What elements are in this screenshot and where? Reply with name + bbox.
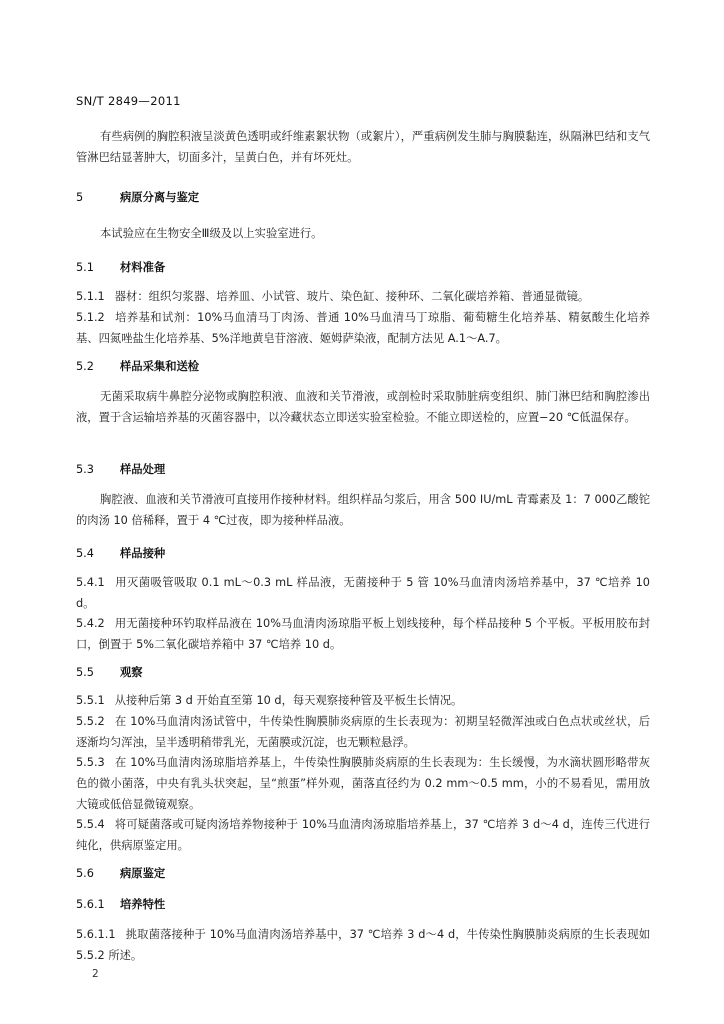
item-5-4-1: 5.4.1 用灭菌吸管吸取 0.1 mL～0.3 mL 样品液，无菌接种于 5 管 10%马血清肉汤培养基中，37 ℃培养 10 d。 — [76, 576, 650, 610]
section-heading-5-6-1: 5.6.1 培养特性 — [76, 898, 166, 911]
lab-safety-paragraph: 本试验应在生物安全Ⅲ级及以上实验室进行。 — [100, 227, 323, 240]
item-5-1-2: 5.1.2 培养基和试剂：10%马血清马丁肉汤、普通 10%马血清马丁琼脂、葡萄糖生化培养基、精氨酸生化培养基、四氮唑盐生化培养基、5%洋地黄皂苷溶液、姬姆萨染液，配制方法见 A.1～A.7。 — [76, 311, 650, 345]
item-5-5-4: 5.5.4 将可疑菌落或可疑肉汤培养物接种于 10%马血清肉汤琼脂培养基上，37 ℃培养 3 d～4 d，连传三代进行纯化，供病原鉴定用。 — [76, 818, 650, 852]
item-5-1-1: 5.1.1 器材：组织匀浆器、培养皿、小试管、玻片、染色缸、接种环、二氧化碳培养箱、普通显微镜。 — [76, 290, 590, 303]
item-5-6-1-1: 5.6.1.1 挑取菌落接种于 10%马血清肉汤培养基中，37 ℃培养 3 d～4 d，牛传染性胸膜肺炎病原的生长表现如 5.5.2 所述。 — [76, 928, 650, 962]
intro-paragraph — [76, 126, 650, 168]
item-5-5-1: 5.5.1 从接种后第 3 d 开始直至第 10 d，每天观察接种管及平板生长情况。 — [76, 694, 463, 707]
item-5-4-2: 5.4.2 用无菌接种环钓取样品液在 10%马血清肉汤琼脂平板上划线接种，每个样品接种 5 个平板。平板用胶布封口，倒置于 5%二氧化碳培养箱中 37 ℃培养 10 d。 — [76, 617, 650, 651]
processing-paragraph: 胸腔液、血液和关节滑液可直接用作接种材料。组织样品匀浆后，用含 500 IU/mL 青霉素及 1：7 000乙酸铊的肉汤 10 倍稀释，置于 4 ℃过夜，即为接种样品液。 — [76, 493, 650, 527]
sampling-paragraph: 无菌采取病牛鼻腔分泌物或胸腔积液、血液和关节滑液，或剖检时采取肺脏病变组织、肺门淋巴结和胸腔渗出液，置于含运输培养基的灭菌容器中，以冷藏状态立即送实验室检验。不能立即送检的，应置−20 ℃低温保存。 — [76, 390, 650, 424]
section-heading-5-2: 5.2 样品采集和送检 — [76, 360, 200, 373]
section-heading-5-1: 5.1 材料准备 — [76, 261, 166, 274]
section-heading-5-4: 5.4 样品接种 — [76, 547, 166, 560]
intro-text: 有些病例的胸腔积液呈淡黄色透明或纤维素絮状物（或絮片），严重病例发生肺与胸膜黏连，纵隔淋巴结和支气管淋巴结显著肿大，切面多汁，呈黄白色，并有坏死灶。 — [76, 130, 650, 164]
section-heading-5-6: 5.6 病原鉴定 — [76, 867, 166, 880]
standard-id: SN/T 2849—2011 — [76, 94, 181, 108]
page-number: 2 — [92, 968, 99, 980]
section-heading-5-3: 5.3 样品处理 — [76, 463, 166, 476]
item-5-5-2: 5.5.2 在 10%马血清肉汤试管中，牛传染性胸膜肺炎病原的生长表现为：初期呈轻微浑浊或白色点状或丝状，后逐渐均匀浑浊，呈半透明稍带乳光，无菌膜或沉淀，也无颗粒悬浮。 — [76, 715, 650, 749]
item-5-5-3: 5.5.3 在 10%马血清肉汤琼脂培养基上，牛传染性胸膜肺炎病原的生长表现为：生长缓慢，为水滴状圆形略带灰色的微小菌落，中央有乳头状突起，呈“煎蛋”样外观，菌落直径约为 0.2 mm～0.5 mm，小的不易看见，需用放大镜或低倍显微镜观察。 — [76, 756, 650, 811]
section-heading-5: 5 病原分离与鉴定 — [76, 191, 200, 204]
section-heading-5-5: 5.5 观察 — [76, 666, 143, 679]
